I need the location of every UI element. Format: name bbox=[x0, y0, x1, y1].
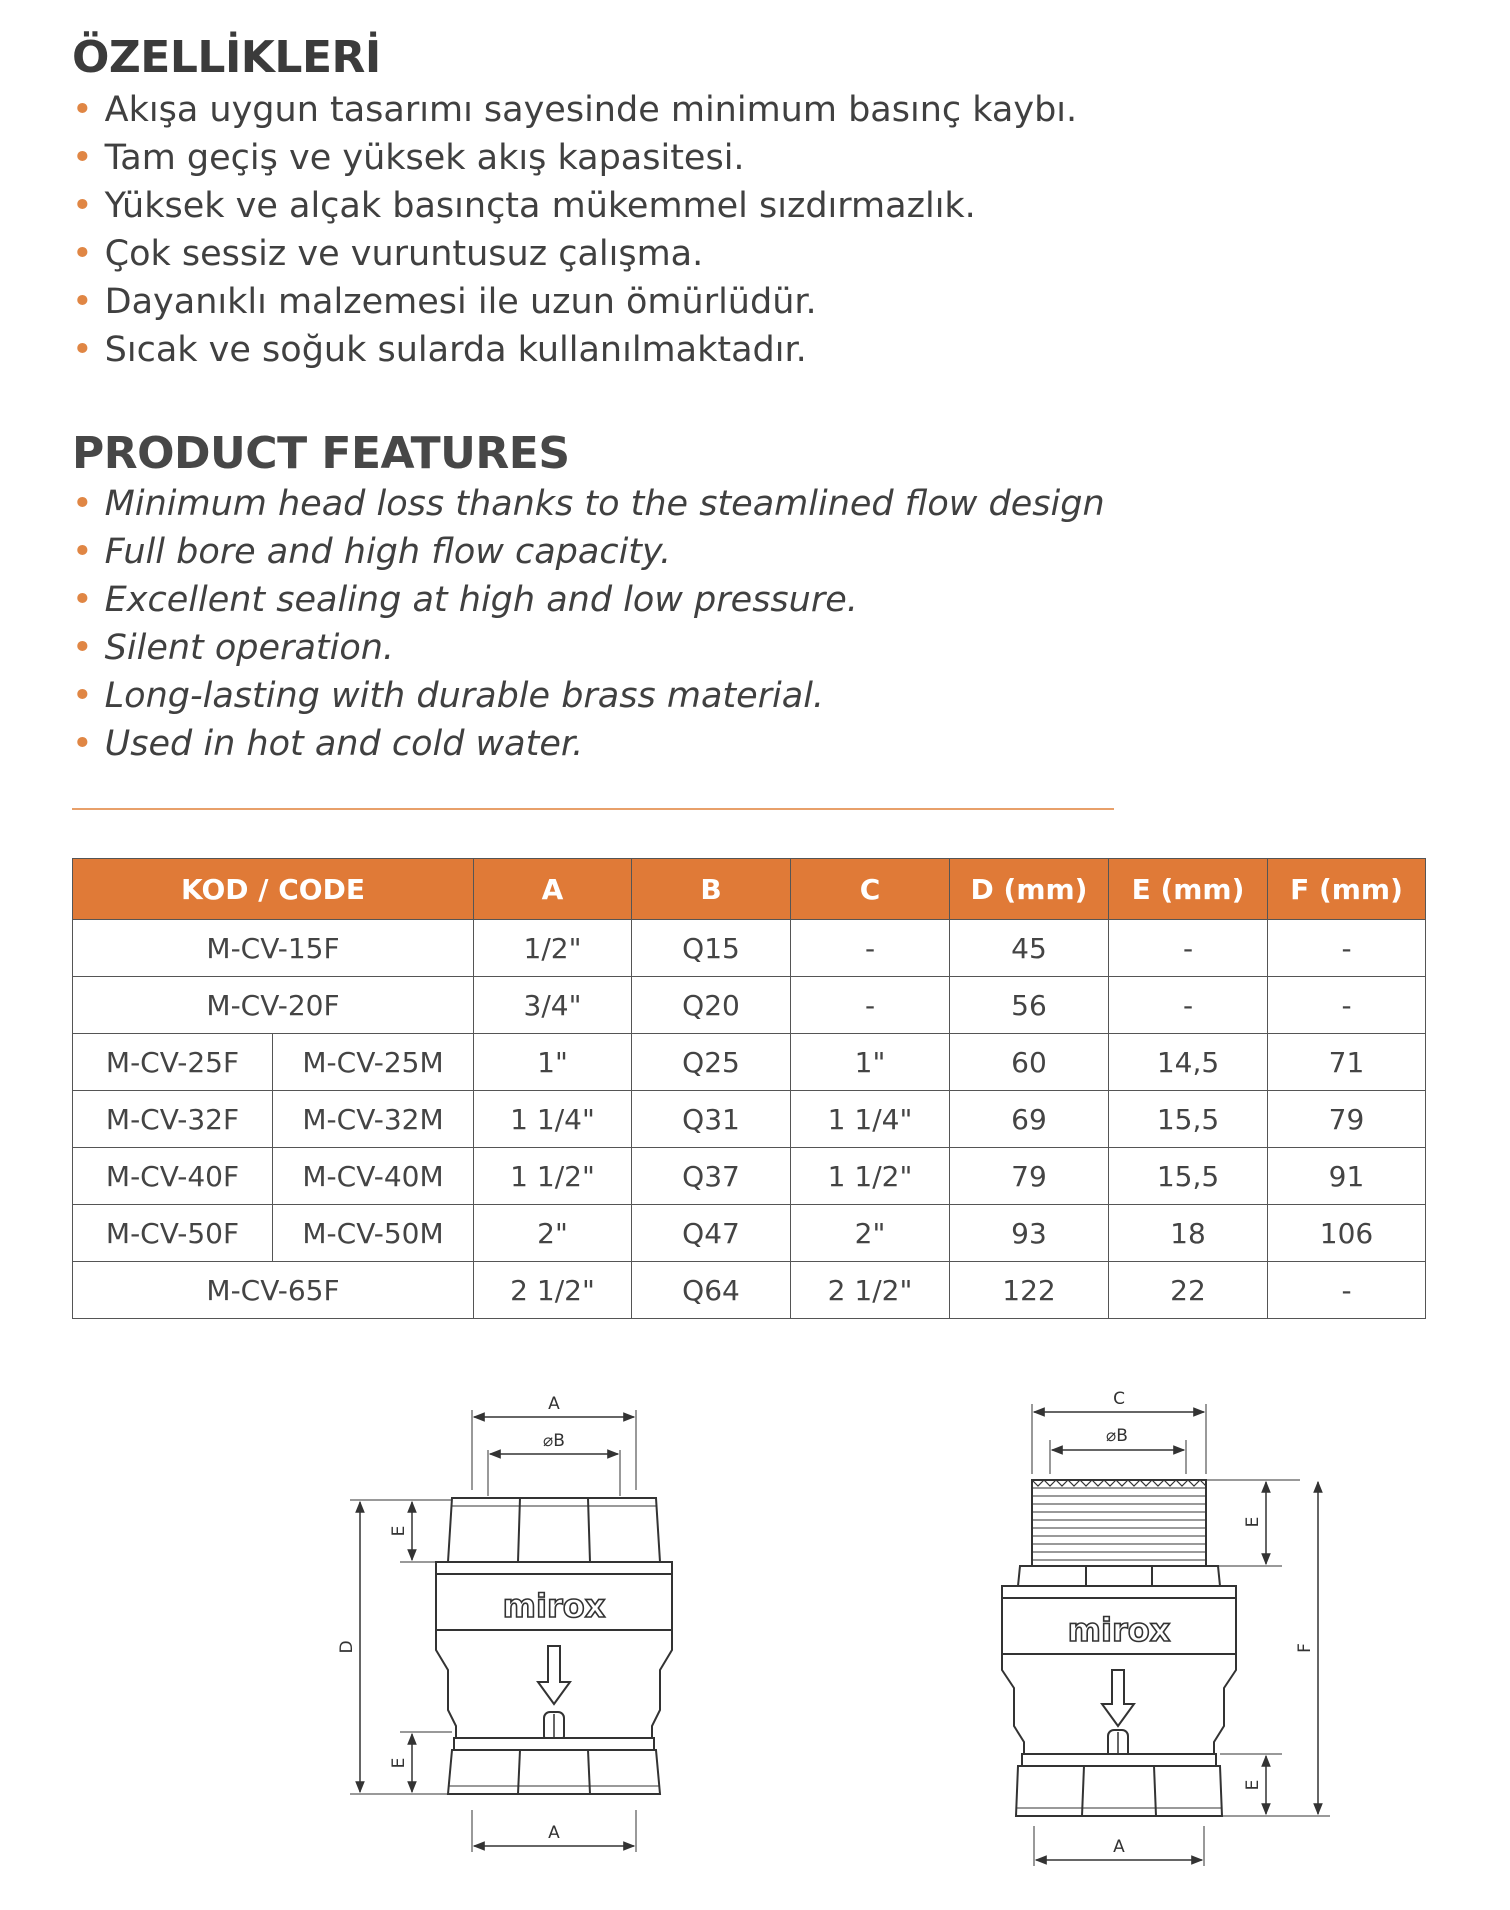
cell-a: 3/4" bbox=[474, 977, 632, 1034]
cell-c: 2 1/2" bbox=[791, 1262, 950, 1319]
bullet-icon: • bbox=[72, 234, 93, 274]
table-row bbox=[73, 1091, 1426, 1148]
bullet-icon: • bbox=[72, 676, 93, 716]
cell-a: 2" bbox=[474, 1205, 632, 1262]
header-a: A bbox=[474, 859, 632, 920]
table-row bbox=[73, 1034, 1426, 1091]
cell-f: 91 bbox=[1268, 1148, 1426, 1205]
header-d: D (mm) bbox=[950, 859, 1109, 920]
bullet-icon: • bbox=[72, 282, 93, 322]
cell-f: 79 bbox=[1268, 1091, 1426, 1148]
list-item: • Dayanıklı malzemesi ile uzun ömürlüdür. bbox=[72, 282, 817, 322]
header-c: C bbox=[791, 859, 950, 920]
bullet-icon: • bbox=[72, 138, 93, 178]
cell-e: - bbox=[1109, 920, 1268, 977]
table-row bbox=[73, 1148, 1426, 1205]
cell-c: - bbox=[791, 977, 950, 1034]
cell-d: 69 bbox=[950, 1091, 1109, 1148]
features-tr-list bbox=[72, 86, 1077, 374]
dim-label-a-bottom: A bbox=[548, 1823, 560, 1843]
features-en-list bbox=[72, 480, 1105, 768]
section-divider bbox=[72, 808, 1114, 810]
cell-b: Q31 bbox=[632, 1091, 791, 1148]
cell-code-female: M-CV-40F bbox=[73, 1148, 273, 1205]
list-item: • Long-lasting with durable brass material. bbox=[72, 676, 825, 716]
cell-code: M-CV-20F bbox=[73, 977, 474, 1034]
dim-label-c: C bbox=[1113, 1389, 1125, 1409]
cell-a: 1/2" bbox=[474, 920, 632, 977]
technical-drawings bbox=[0, 1370, 1510, 1890]
cell-d: 45 bbox=[950, 920, 1109, 977]
cell-a: 1 1/2" bbox=[474, 1148, 632, 1205]
list-item: • Full bore and high flow capacity. bbox=[72, 532, 672, 572]
cell-a: 2 1/2" bbox=[474, 1262, 632, 1319]
cell-code-female: M-CV-50F bbox=[73, 1205, 273, 1262]
cell-e: 15,5 bbox=[1109, 1091, 1268, 1148]
bullet-icon: • bbox=[72, 628, 93, 668]
table-row bbox=[73, 1205, 1426, 1262]
cell-code-male: M-CV-50M bbox=[273, 1205, 474, 1262]
dim-label-a-top: A bbox=[548, 1394, 560, 1414]
cell-b: Q47 bbox=[632, 1205, 791, 1262]
brand-logo-text: mirox bbox=[502, 1587, 606, 1625]
bullet-icon: • bbox=[72, 484, 93, 524]
header-b: B bbox=[632, 859, 791, 920]
list-item: • Tam geçiş ve yüksek akış kapasitesi. bbox=[72, 138, 745, 178]
cell-d: 56 bbox=[950, 977, 1109, 1034]
dim-label-f: F bbox=[1295, 1643, 1315, 1653]
bullet-icon: • bbox=[72, 724, 93, 764]
cell-b: Q20 bbox=[632, 977, 791, 1034]
cell-a: 1" bbox=[474, 1034, 632, 1091]
cell-c: - bbox=[791, 920, 950, 977]
table-header-row bbox=[73, 859, 1426, 920]
cell-code-male: M-CV-32M bbox=[273, 1091, 474, 1148]
list-item: • Sıcak ve soğuk sularda kullanılmaktadır. bbox=[72, 330, 807, 370]
cell-d: 122 bbox=[950, 1262, 1109, 1319]
cell-b: Q37 bbox=[632, 1148, 791, 1205]
features-tr-title: ÖZELLİKLERİ bbox=[72, 32, 381, 83]
bullet-icon: • bbox=[72, 186, 93, 226]
cell-b: Q25 bbox=[632, 1034, 791, 1091]
bullet-icon: • bbox=[72, 580, 93, 620]
cell-code-female: M-CV-25F bbox=[73, 1034, 273, 1091]
cell-f: - bbox=[1268, 1262, 1426, 1319]
dim-label-e-top: E bbox=[1243, 1516, 1263, 1528]
valve-drawing-female bbox=[350, 1410, 672, 1852]
cell-f: - bbox=[1268, 977, 1426, 1034]
bullet-icon: • bbox=[72, 90, 93, 130]
dimensions-table bbox=[72, 858, 1426, 1319]
cell-d: 79 bbox=[950, 1148, 1109, 1205]
cell-f: - bbox=[1268, 920, 1426, 977]
cell-c: 2" bbox=[791, 1205, 950, 1262]
cell-c: 1 1/2" bbox=[791, 1148, 950, 1205]
dim-label-e-top: E bbox=[389, 1525, 409, 1537]
header-code: KOD / CODE bbox=[73, 859, 474, 920]
table-row bbox=[73, 1262, 1426, 1319]
list-item: • Çok sessiz ve vuruntusuz çalışma. bbox=[72, 234, 704, 274]
cell-code: M-CV-15F bbox=[73, 920, 474, 977]
cell-c: 1 1/4" bbox=[791, 1091, 950, 1148]
dim-label-a-bottom: A bbox=[1113, 1837, 1125, 1857]
cell-b: Q64 bbox=[632, 1262, 791, 1319]
dim-label-b: ⌀B bbox=[1106, 1426, 1128, 1446]
cell-d: 93 bbox=[950, 1205, 1109, 1262]
cell-f: 106 bbox=[1268, 1205, 1426, 1262]
cell-e: 22 bbox=[1109, 1262, 1268, 1319]
header-e: E (mm) bbox=[1109, 859, 1268, 920]
cell-c: 1" bbox=[791, 1034, 950, 1091]
cell-code-male: M-CV-40M bbox=[273, 1148, 474, 1205]
cell-d: 60 bbox=[950, 1034, 1109, 1091]
cell-e: 15,5 bbox=[1109, 1148, 1268, 1205]
cell-a: 1 1/4" bbox=[474, 1091, 632, 1148]
dim-label-e-bottom: E bbox=[1243, 1779, 1263, 1791]
list-item: • Yüksek ve alçak basınçta mükemmel sızdırmazlık. bbox=[72, 186, 976, 226]
list-item: • Minimum head loss thanks to the steamlined flow design bbox=[72, 484, 1105, 524]
cell-f: 71 bbox=[1268, 1034, 1426, 1091]
dim-label-e-bottom: E bbox=[389, 1757, 409, 1769]
features-en-title: PRODUCT FEATURES bbox=[72, 428, 570, 479]
table-row bbox=[73, 977, 1426, 1034]
table-row bbox=[73, 920, 1426, 977]
dim-label-d: D bbox=[337, 1640, 357, 1654]
dim-label-b: ⌀B bbox=[543, 1431, 565, 1451]
list-item: • Silent operation. bbox=[72, 628, 395, 668]
cell-e: 14,5 bbox=[1109, 1034, 1268, 1091]
brand-logo-text: mirox bbox=[1067, 1611, 1171, 1649]
cell-b: Q15 bbox=[632, 920, 791, 977]
list-item: • Excellent sealing at high and low pressure. bbox=[72, 580, 858, 620]
cell-code: M-CV-65F bbox=[73, 1262, 474, 1319]
list-item: • Akışa uygun tasarımı sayesinde minimum basınç kaybı. bbox=[72, 90, 1078, 130]
list-item: • Used in hot and cold water. bbox=[72, 724, 584, 764]
bullet-icon: • bbox=[72, 532, 93, 572]
bullet-icon: • bbox=[72, 330, 93, 370]
cell-e: - bbox=[1109, 977, 1268, 1034]
header-f: F (mm) bbox=[1268, 859, 1426, 920]
cell-code-female: M-CV-32F bbox=[73, 1091, 273, 1148]
cell-e: 18 bbox=[1109, 1205, 1268, 1262]
cell-code-male: M-CV-25M bbox=[273, 1034, 474, 1091]
